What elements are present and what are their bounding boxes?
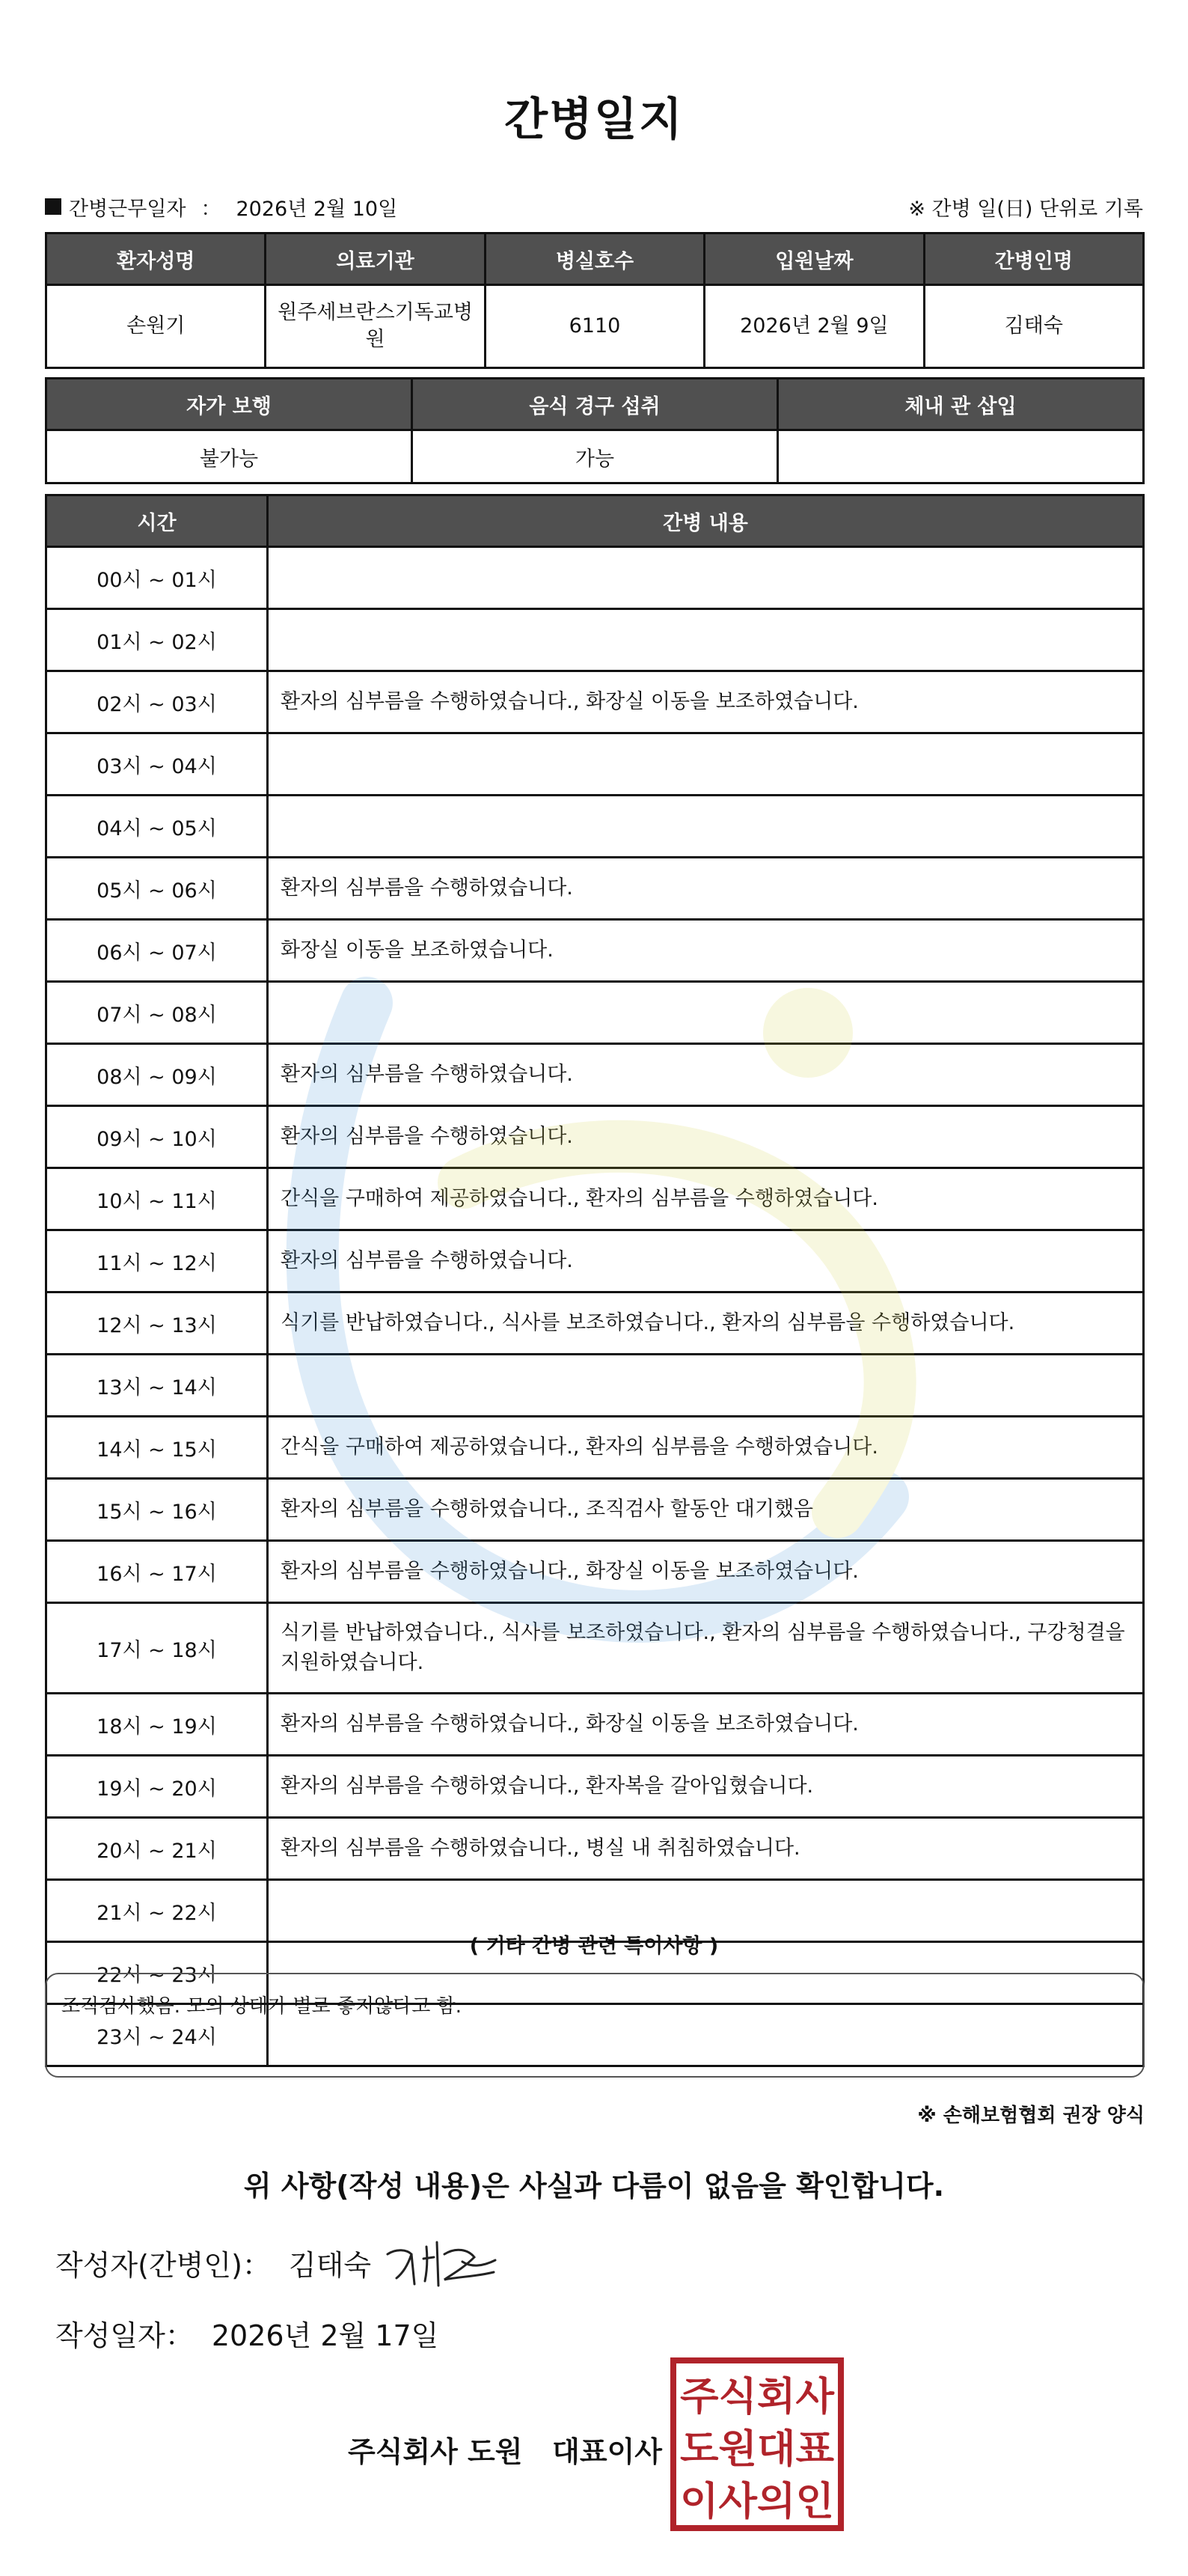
header-oral-intake: 음식 경구 섭취 xyxy=(412,379,778,430)
table-row xyxy=(46,1168,1144,1230)
time-slot: 14시 ~ 15시 xyxy=(46,1417,268,1479)
room-number: 6110 xyxy=(485,285,704,368)
header-time: 시간 xyxy=(46,495,268,547)
handwritten-signature xyxy=(382,2232,509,2292)
care-content: 환자의 심부름을 수행하였습니다., 화장실 이동을 보조하였습니다. xyxy=(268,1541,1144,1603)
header-patient-name: 환자성명 xyxy=(46,234,266,285)
time-slot: 17시 ~ 18시 xyxy=(46,1603,268,1694)
date-row xyxy=(55,2313,438,2354)
caregiver-name: 김태숙 xyxy=(924,285,1143,368)
header-admission-date: 입원날짜 xyxy=(705,234,924,285)
confirmation-statement: 위 사항(작성 내용)은 사실과 다름이 없음을 확인합니다. xyxy=(243,2170,945,2203)
header-caregiver: 간병인명 xyxy=(924,234,1143,285)
time-slot: 13시 ~ 14시 xyxy=(46,1355,268,1417)
time-slot: 18시 ~ 19시 xyxy=(46,1694,268,1756)
notes-title: ( 기타 간병 관련 특이사항 ) xyxy=(469,1935,719,1958)
table-row xyxy=(46,1044,1144,1106)
time-slot: 23시 ~ 24시 xyxy=(46,2004,268,2066)
work-date xyxy=(45,192,397,222)
table-row xyxy=(46,1603,1144,1694)
header-care-content: 간병 내용 xyxy=(268,495,1144,547)
table-row xyxy=(46,1417,1144,1479)
table-row xyxy=(46,733,1144,796)
table-row xyxy=(46,982,1144,1044)
tube-status xyxy=(778,430,1144,483)
hospital-name: 원주세브란스기독교병원 xyxy=(266,285,485,368)
table-row xyxy=(46,547,1144,609)
meta-row xyxy=(45,192,1143,222)
care-content xyxy=(268,796,1144,858)
care-content: 환자의 심부름을 수행하였습니다., 화장실 이동을 보조하였습니다. xyxy=(268,671,1144,733)
patient-status-table xyxy=(45,377,1145,484)
time-slot: 20시 ~ 21시 xyxy=(46,1818,268,1880)
time-slot: 10시 ~ 11시 xyxy=(46,1168,268,1230)
time-slot: 22시 ~ 23시 xyxy=(46,1942,268,2004)
table-row xyxy=(46,1106,1144,1168)
admission-date: 2026년 2월 9일 xyxy=(705,285,924,368)
seal-line-3: 이사의인 xyxy=(680,2479,834,2524)
care-content: 환자의 심부름을 수행하였습니다. xyxy=(268,1230,1144,1292)
care-content: 화장실 이동을 보조하였습니다. xyxy=(268,920,1144,982)
time-slot: 08시 ~ 09시 xyxy=(46,1044,268,1106)
table-row xyxy=(46,796,1144,858)
care-content: 환자의 심부름을 수행하였습니다., 병실 내 취침하였습니다. xyxy=(268,1818,1144,1880)
care-content: 환자의 심부름을 수행하였습니다. xyxy=(268,1106,1144,1168)
time-slot: 12시 ~ 13시 xyxy=(46,1292,268,1355)
table-row xyxy=(46,609,1144,671)
time-slot: 21시 ~ 22시 xyxy=(46,1880,268,1942)
writer-name: 김태숙 xyxy=(288,2249,372,2282)
table-row xyxy=(46,858,1144,920)
care-content: 환자의 심부름을 수행하였습니다. xyxy=(268,858,1144,920)
time-slot: 04시 ~ 05시 xyxy=(46,796,268,858)
table-row xyxy=(46,1818,1144,1880)
writer-label: 작성자(간병인)： xyxy=(55,2249,271,2282)
table-row xyxy=(46,1694,1144,1756)
time-slot: 05시 ~ 06시 xyxy=(46,858,268,920)
page-title: 간병일지 xyxy=(504,94,684,146)
care-log-body xyxy=(46,547,1144,2066)
care-content xyxy=(268,733,1144,796)
table-row xyxy=(46,920,1144,982)
company-seal xyxy=(670,2357,844,2531)
care-content: 환자의 심부름을 수행하였습니다., 조직검사 할동안 대기했음 xyxy=(268,1479,1144,1541)
time-slot: 09시 ~ 10시 xyxy=(46,1106,268,1168)
care-log-table xyxy=(45,494,1145,2067)
patient-info-table xyxy=(45,232,1145,369)
table-row xyxy=(46,1230,1144,1292)
care-content: 간식을 구매하여 제공하였습니다., 환자의 심부름을 수행하였습니다. xyxy=(268,1417,1144,1479)
care-content: 환자의 심부름을 수행하였습니다., 환자복을 갈아입혔습니다. xyxy=(268,1756,1144,1818)
time-slot: 16시 ~ 17시 xyxy=(46,1541,268,1603)
time-slot: 00시 ~ 01시 xyxy=(46,547,268,609)
care-content: 간식을 구매하여 제공하였습니다., 환자의 심부름을 수행하였습니다. xyxy=(268,1168,1144,1230)
date-value: 2026년 2월 17일 xyxy=(211,2319,439,2352)
writer-row xyxy=(55,2242,371,2283)
table-row xyxy=(46,1541,1144,1603)
care-content xyxy=(268,1355,1144,1417)
header-tube: 체내 관 삽입 xyxy=(778,379,1144,430)
patient-name: 손원기 xyxy=(46,285,266,368)
work-date-value: 2026년 2월 10일 xyxy=(236,197,398,221)
header-walking: 자가 보행 xyxy=(46,379,412,430)
time-slot: 15시 ~ 16시 xyxy=(46,1479,268,1541)
time-slot: 03시 ~ 04시 xyxy=(46,733,268,796)
care-content: 식기를 반납하였습니다., 식사를 보조하였습니다., 환자의 심부름을 수행하였습니다. xyxy=(268,1292,1144,1355)
care-content: 식기를 반납하였습니다., 식사를 보조하였습니다., 환자의 심부름을 수행하였습니다., 구강청결을 지원하였습니다. xyxy=(268,1603,1144,1694)
seal-line-2: 도원대표 xyxy=(680,2427,834,2472)
time-slot: 01시 ~ 02시 xyxy=(46,609,268,671)
record-note: ※ 간병 일(日) 단위로 기록 xyxy=(908,197,1143,221)
care-content xyxy=(268,982,1144,1044)
care-content: 환자의 심부름을 수행하였습니다. xyxy=(268,1044,1144,1106)
date-label: 작성일자： xyxy=(55,2319,194,2352)
time-slot: 11시 ~ 12시 xyxy=(46,1230,268,1292)
company-name: 주식회사 도원 대표이사 xyxy=(348,2435,662,2468)
square-bullet-icon xyxy=(45,198,61,215)
header-room: 병실호수 xyxy=(485,234,704,285)
work-date-sep: ： xyxy=(200,197,221,221)
oral-intake-status: 가능 xyxy=(412,430,778,483)
table-row xyxy=(46,1479,1144,1541)
header-hospital: 의료기관 xyxy=(266,234,485,285)
time-slot: 06시 ~ 07시 xyxy=(46,920,268,982)
table-row xyxy=(46,1292,1144,1355)
time-slot: 07시 ~ 08시 xyxy=(46,982,268,1044)
care-content xyxy=(268,547,1144,609)
table-row xyxy=(46,671,1144,733)
care-content: 환자의 심부름을 수행하였습니다., 화장실 이동을 보조하였습니다. xyxy=(268,1694,1144,1756)
form-note: ※ 손해보험협회 권장 양식 xyxy=(917,2105,1145,2127)
notes-box: 조직검사했음. 모의 상태가 별로 좋지않다고 함. xyxy=(45,1973,1145,2078)
time-slot: 02시 ~ 03시 xyxy=(46,671,268,733)
table-row xyxy=(46,1756,1144,1818)
care-content xyxy=(268,609,1144,671)
work-date-label: 간병근무일자 xyxy=(69,197,186,221)
time-slot: 19시 ~ 20시 xyxy=(46,1756,268,1818)
seal-line-1: 주식회사 xyxy=(680,2375,835,2420)
table-row xyxy=(46,1355,1144,1417)
walking-status: 불가능 xyxy=(46,430,412,483)
